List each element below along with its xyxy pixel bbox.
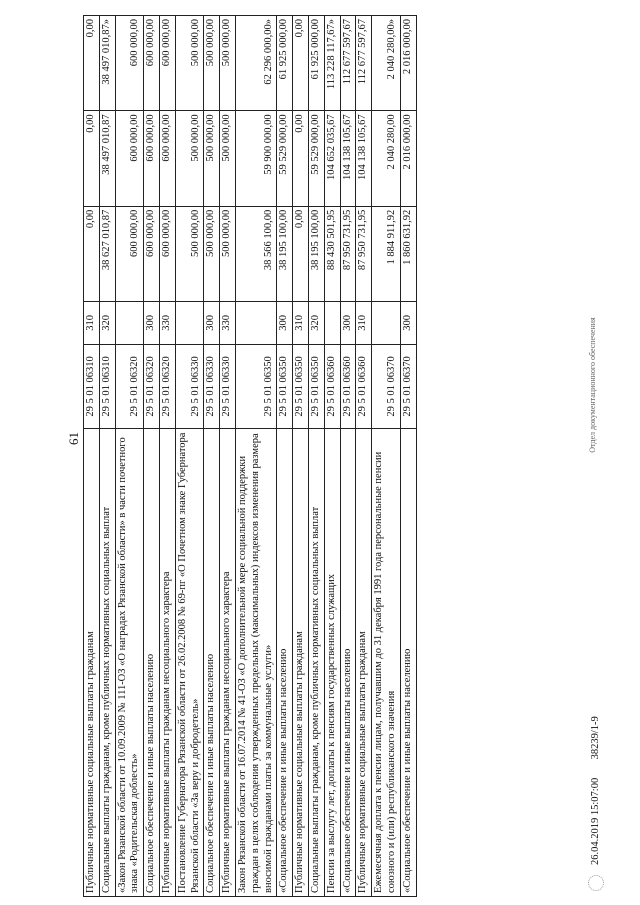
row-value-2020: 500 000,00 bbox=[175, 111, 204, 206]
scan-mark bbox=[588, 875, 604, 891]
row-expense-type: 300 bbox=[277, 302, 293, 345]
row-value-2020: 59 529 000,00 bbox=[277, 111, 293, 206]
row-code: 29 5 01 06360 bbox=[356, 344, 372, 428]
footer bbox=[590, 716, 601, 865]
row-value-2019: 0,00 bbox=[84, 206, 100, 301]
row-value-2020: 500 000,00 bbox=[204, 111, 220, 206]
row-expense-type: 300 bbox=[144, 302, 160, 345]
row-expense-type: 330 bbox=[220, 302, 236, 345]
table-row bbox=[159, 16, 175, 897]
row-description: «Закон Рязанской области от 10.09.2009 № 111-ОЗ «О наградах Рязанской области» в части почетного знака «Родительская доблесть» bbox=[115, 429, 144, 897]
row-value-2021: 600 000,00 bbox=[115, 16, 144, 111]
table-row bbox=[277, 16, 293, 897]
row-value-2020: 600 000,00 bbox=[144, 111, 160, 206]
row-description: Пенсии за выслугу лет, доплаты к пенсиям государственных служащих bbox=[324, 429, 340, 897]
row-value-2021: 61 925 000,00 bbox=[308, 16, 324, 111]
row-value-2021: 2 016 000,00 bbox=[400, 16, 416, 111]
table-row bbox=[308, 16, 324, 897]
row-code: 29 5 01 06350 bbox=[235, 344, 276, 428]
row-code: 29 5 01 06310 bbox=[99, 344, 115, 428]
row-value-2019: 600 000,00 bbox=[115, 206, 144, 301]
row-code: 29 5 01 06330 bbox=[204, 344, 220, 428]
row-description: Публичные нормативные социальные выплаты гражданам bbox=[293, 429, 309, 897]
budget-table-body bbox=[84, 16, 417, 897]
row-expense-type: 300 bbox=[400, 302, 416, 345]
table-row bbox=[175, 16, 204, 897]
row-description: Социальное обеспечение и иные выплаты населению bbox=[204, 429, 220, 897]
row-value-2020: 104 652 035,67 bbox=[324, 111, 340, 206]
row-description: Социальные выплаты гражданам, кроме публичных нормативных социальных выплат bbox=[308, 429, 324, 897]
row-value-2020: 2 040 280,00 bbox=[372, 111, 401, 206]
row-value-2020: 500 000,00 bbox=[220, 111, 236, 206]
department-stamp: Отдел документационного обеспечения bbox=[588, 317, 597, 453]
row-expense-type: 330 bbox=[159, 302, 175, 345]
row-description: Публичные нормативные социальные выплаты гражданам bbox=[356, 429, 372, 897]
row-value-2019: 500 000,00 bbox=[204, 206, 220, 301]
row-description: «Социальное обеспечение и иные выплаты населению bbox=[277, 429, 293, 897]
row-value-2019: 88 430 501,95 bbox=[324, 206, 340, 301]
row-code: 29 5 01 06320 bbox=[115, 344, 144, 428]
page-number: 61 bbox=[66, 432, 81, 445]
table-row bbox=[99, 16, 115, 897]
table-row bbox=[220, 16, 236, 897]
row-code: 29 5 01 06330 bbox=[175, 344, 204, 428]
row-value-2020: 0,00 bbox=[293, 111, 309, 206]
row-value-2020: 104 138 105,67 bbox=[340, 111, 356, 206]
row-expense-type bbox=[235, 302, 276, 345]
row-value-2021: 600 000,00 bbox=[144, 16, 160, 111]
row-description: Постановление Губернатора Рязанской области от 26.02.2008 № 69-пг «О Почетном знаке Губернатора Рязанской области «За веру и добродетель» bbox=[175, 429, 204, 897]
row-value-2019: 1 884 911,92 bbox=[372, 206, 401, 301]
table-row bbox=[372, 16, 401, 897]
table-row bbox=[144, 16, 160, 897]
row-value-2021: 500 000,00 bbox=[175, 16, 204, 111]
row-code: 29 5 01 06320 bbox=[159, 344, 175, 428]
row-value-2021: 61 925 000,00 bbox=[277, 16, 293, 111]
row-expense-type bbox=[324, 302, 340, 345]
table-row bbox=[235, 16, 276, 897]
row-expense-type: 320 bbox=[308, 302, 324, 345]
row-code: 29 5 01 06320 bbox=[144, 344, 160, 428]
row-code: 29 5 01 06360 bbox=[340, 344, 356, 428]
row-value-2019: 87 950 731,95 bbox=[340, 206, 356, 301]
row-value-2019: 0,00 bbox=[293, 206, 309, 301]
row-value-2019: 500 000,00 bbox=[175, 206, 204, 301]
row-value-2020: 59 900 000,00 bbox=[235, 111, 276, 206]
row-value-2021: 600 000,00 bbox=[159, 16, 175, 111]
row-description: Публичные нормативные социальные выплаты гражданам bbox=[84, 429, 100, 897]
row-value-2020: 600 000,00 bbox=[159, 111, 175, 206]
row-value-2021: 113 228 117,67» bbox=[324, 16, 340, 111]
row-expense-type bbox=[372, 302, 401, 345]
row-code: 29 5 01 06370 bbox=[372, 344, 401, 428]
row-value-2021: 500 000,00 bbox=[204, 16, 220, 111]
row-expense-type bbox=[115, 302, 144, 345]
table-row bbox=[293, 16, 309, 897]
row-description: Социальное обеспечение и иные выплаты населению bbox=[144, 429, 160, 897]
row-value-2021: 2 040 280,00» bbox=[372, 16, 401, 111]
row-code: 29 5 01 06310 bbox=[84, 344, 100, 428]
row-description: «Социальное обеспечение и иные выплаты населению bbox=[340, 429, 356, 897]
row-expense-type: 310 bbox=[84, 302, 100, 345]
row-code: 29 5 01 06350 bbox=[293, 344, 309, 428]
row-description: Ежемесячная доплата к пенсии лицам, получавшим до 31 декабря 1991 года персональные пенсии союзного и (или) республиканского значения bbox=[372, 429, 401, 897]
table-row bbox=[84, 16, 100, 897]
row-value-2019: 38 627 010,87 bbox=[99, 206, 115, 301]
footer-datetime: 26.04.2019 15:07:00 bbox=[590, 777, 601, 865]
row-value-2021: 0,00 bbox=[84, 16, 100, 111]
budget-table bbox=[83, 15, 417, 897]
row-expense-type bbox=[175, 302, 204, 345]
row-value-2020: 600 000,00 bbox=[115, 111, 144, 206]
row-description: Закон Рязанской области от 16.07.2014 № 41-ОЗ «О дополнительной мере социальной поддержки граждан в целях соблюдения утвержденных предельных (максимальных) индексов изменения размера вносимой гражданами платы за коммунальные услуги» bbox=[235, 429, 276, 897]
row-value-2021: 38 497 010,87» bbox=[99, 16, 115, 111]
row-expense-type: 320 bbox=[99, 302, 115, 345]
row-description: Социальные выплаты гражданам, кроме публичных нормативных социальных выплат bbox=[99, 429, 115, 897]
row-value-2021: 112 677 597,67 bbox=[340, 16, 356, 111]
row-value-2020: 2 016 000,00 bbox=[400, 111, 416, 206]
row-description: Публичные нормативные выплаты гражданам несоциального характера bbox=[220, 429, 236, 897]
table-row bbox=[324, 16, 340, 897]
row-expense-type: 300 bbox=[204, 302, 220, 345]
row-expense-type: 300 bbox=[340, 302, 356, 345]
row-code: 29 5 01 06370 bbox=[400, 344, 416, 428]
row-value-2019: 500 000,00 bbox=[220, 206, 236, 301]
table-row bbox=[115, 16, 144, 897]
table-row bbox=[340, 16, 356, 897]
row-value-2019: 600 000,00 bbox=[144, 206, 160, 301]
row-expense-type: 310 bbox=[356, 302, 372, 345]
row-value-2019: 38 195 100,00 bbox=[277, 206, 293, 301]
table-row bbox=[400, 16, 416, 897]
row-value-2021: 62 296 000,00» bbox=[235, 16, 276, 111]
row-value-2019: 38 566 100,00 bbox=[235, 206, 276, 301]
row-value-2019: 600 000,00 bbox=[159, 206, 175, 301]
row-code: 29 5 01 06350 bbox=[308, 344, 324, 428]
row-value-2019: 38 195 100,00 bbox=[308, 206, 324, 301]
row-code: 29 5 01 06360 bbox=[324, 344, 340, 428]
row-value-2019: 87 950 731,95 bbox=[356, 206, 372, 301]
row-value-2021: 112 677 597,67 bbox=[356, 16, 372, 111]
row-value-2021: 500 000,00 bbox=[220, 16, 236, 111]
row-value-2020: 104 138 105,67 bbox=[356, 111, 372, 206]
row-value-2020: 38 497 010,87 bbox=[99, 111, 115, 206]
row-value-2020: 59 529 000,00 bbox=[308, 111, 324, 206]
footer-doc-id: 38239/1-9 bbox=[590, 716, 601, 760]
row-value-2019: 1 860 631,92 bbox=[400, 206, 416, 301]
row-description: «Социальное обеспечение и иные выплаты населению bbox=[400, 429, 416, 897]
row-expense-type: 310 bbox=[293, 302, 309, 345]
row-code: 29 5 01 06330 bbox=[220, 344, 236, 428]
row-value-2020: 0,00 bbox=[84, 111, 100, 206]
table-row bbox=[356, 16, 372, 897]
row-value-2021: 0,00 bbox=[293, 16, 309, 111]
row-description: Публичные нормативные выплаты гражданам несоциального характера bbox=[159, 429, 175, 897]
row-code: 29 5 01 06350 bbox=[277, 344, 293, 428]
table-row bbox=[204, 16, 220, 897]
